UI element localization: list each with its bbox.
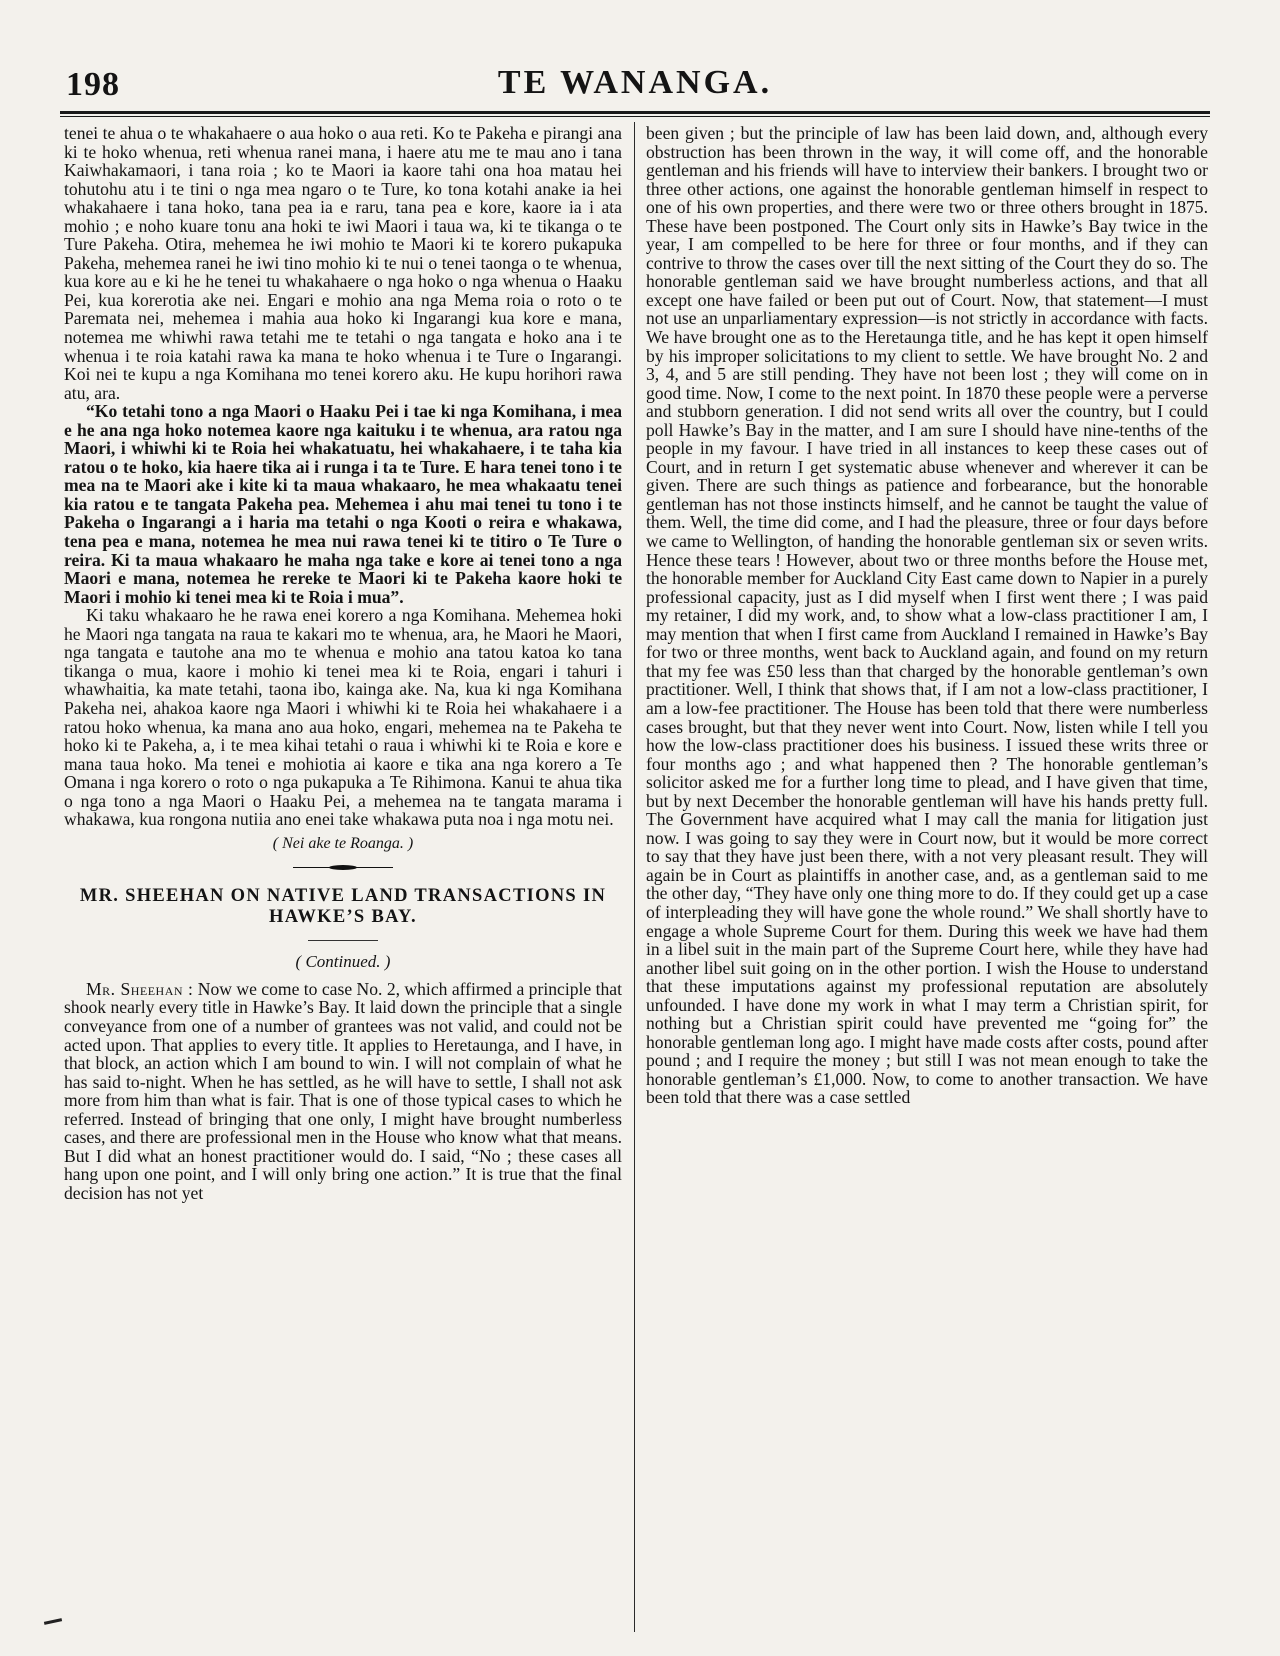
continued-label: ( Continued. ) [295,952,391,972]
speech-text: Now we come to case No. 2, which affirmed a principle that shook nearly every title in Hawke’s Bay. It laid down the principle that a single conveyance from one of a number of grantees was not valid, and could not be acted upon. That applies to every title. It applies to Heretaunga, and I have, in that block, an action which I am bound to win. I will not complain of what he has said to-night. When he has settled, as he will have to settle, I shall not ask more from him than what is fair. That is one of those typical cases to which he referred. Instead of bringing that one only, I might have brought numberless cases, and there are professional men in the House who know what that means. But I did what an honest practitioner would do. I said, “No ; these cases all hang upon one point, and I will only bring one action.” It is true that the final decision has not yet [64,978,622,1203]
maori-paragraph-1: tenei te ahua o te whakahaere o aua hoko o aua reti. Ko te Pakeha e pirangi ana ki te hoko whenua, reti whenua ranei mana, i haere atu me te mau ano i tana Kaiwhakamaori, i tana roia ; ko te Maori ia kaore tahi ona hoa matau hei tohutohu atu i te tini o nga mea ngaro o te Ture, ko tona kotahi anake ia hei whakahaere i tana hoko, tana pea ia e raru, tana pea e kore, kaore ia i ata mohio ; e noho kuare tonu ana hoki te iwi Maori i taua wa, ki te tikanga o te Ture Pakeha. Otira, mehemea he iwi mohio te Maori ki te korero pukapuka Pakeha, mehemea ranei he iwi tino mohio ki te nui o tenei taonga o te whenua, kua kore au e ki he he tenei tu whakahaere o nga hoko o nga whenua o Haaku Pei, kua korerotia ake nei. Engari e mohio ana nga Mema roia o roto o te Paremata nei, mehemea i mahia aua hoko ki Ingarangi kua kore e mana, notemea me whiwhi rawa tetahi me te tetahi o nga tangata e hoko ana i te whenua i te roia katahi rawa ka mana te hoko whenua i te Ture o Ingarangi. Koi nei te kupu a nga Komihana mo tenei korero aku. He kupu horihori rawa atu, ara. [64,124,622,403]
header-rule-thin [60,116,1210,117]
headline-rule [308,940,378,941]
article-headline: MR. SHEEHAN ON NATIVE LAND TRANSACTIONS IN HAWKE’S BAY. [79,886,607,928]
journal-title: TE WANANGA. [497,64,773,101]
section-divider-ornament [293,865,393,870]
scan-mark [44,1618,62,1625]
maori-paragraph-2: “Ko tetahi tono a nga Maori o Haaku Pei i tae ki nga Komihana, i mea e he ana nga hoko notemea kaore nga kaituku i te whenua, ara ratou nga Maori, i whiwhi ki te Roia hei whakatuatu, hei whakahaere, i te taha kia ratou o te hoko, kia haere tika ai i runga i ta te Ture. E hara tenei tono i te mea na te Maori ake i kite ki ta maua whakaaro, he mea whakaatu tenei kia ratou e te tangata Pakeha pea. Mehemea i ahu mai tenei tu tono i te Pakeha o Ingarangi a i haria ma tetahi o nga Kooti o reira e whakawa, tena pea e mana, notemea he mea nui rawa tenei ki te titiro o Te Ture o reira. Ki ta maua whakaaro he maha nga take e kore ai tenei tono a nga Maori e mana, notemea he rereke te Maori ki te Pakeha kaore hoki te Maori i mohio ki tenei mea ki te Roia i mua”. [64,401,622,607]
maori-paragraph-3: Ki taku whakaaro he he rawa enei korero a nga Komihana. Mehemea hoki he Maori nga tangata na raua te kakari mo te whenua, ara, he Maori he Maori, nga tangata e tautohe ana mo te whenua e mohio ana tatou katoa ko tana tikanga o mua, kaore i mohio ki tenei mea ki te Roia, engari i tahuri i whawhaitia, ka mate tetahi, taona ibo, kainga ake. Na, kua ki nga Komihana Pakeha nei, ahakoa kaore nga Maori i whiwhi ki te Roia hei whakahaere i a ratou hoko whenua, ka mana ano aua hoko, engari, mehemea na te Pakeha te hoko ki te Pakeha, a, i te mea kihai tetahi o raua i whiwhi ki te Roia e kore e mana taua hoko. Ma tenei e mohiotia ai kaore e tika ana nga korero a Te Omana i nga korero o roto o nga pukapuka a Te Rihimona. Kanui te ahua tika o nga tono a nga Maori o Haaku Pei, a mehemea na te tangata marama i whakawa, kua rongona nutiia ano enei take whakawa puta noa i nga motu nei. [64,605,622,830]
speech-continued: been given ; but the principle of law has been laid down, and, although every obstruction has been thrown in the way, it will come off, and the honorable gentleman and his friends will have to interview their bankers. I brought two or three other actions, one against the honorable gentleman himself in respect to one of his own properties, and there were two or three others brought in 1875. These have been postponed. The Court only sits in Hawke’s Bay twice in the year, I am compelled to be here for three or four months, and if they can contrive to throw the cases over till the next sitting of the Court they do so. The honorable gentleman said we have brought numberless actions, and that all except one have failed or been put out of Court. Now, that statement—I must not use an unparliamentary expression—is not strictly in accordance with facts. We have brought one as to the Heretaunga title, and he has kept it open himself by his improper solicitations to my client to settle. We have brought No. 2 and 3, 4, and 5 are still pending. They have not been lost ; they will come on in good time. Now, I come to the next point. In 1870 these people were a perverse and stubborn generation. I did not send writs all over the country, but I could poll Hawke’s Bay in the matter, and I am sure I should have nine-tenths of the people in my favour. I have tried in all instances to keep these cases out of Court, and in return I get systematic abuse whenever and wherever it can be given. There are such things as patience and forbearance, but the honorable gentleman has not those instincts himself, and he cannot be taught the value of them. Well, the time did come, and I had the pleasure, three or four days before we came to Wellington, of handing the honorable gentleman six or seven writs. Hence these tears ! However, about two or three months before the House met, the honorable member for Auckland City East came down to Napier in a purely professional capacity, just as I did myself when I first went there ; I was paid my retainer, I did my work, and, to show what a low-class practitioner I am, I may mention that when I first came from Auckland I remained in Hawke’s Bay for two or three months, went back to Auckland again, and found on my return that my fee was £50 less than that charged by the honorable gentleman’s own practitioner. Well, I think that shows that, if I am not a low-class practitioner, I am a low-fee practitioner. The House has been told that there were numberless cases brought, but that they never went into Court. Now, listen while I tell you how the low-class practitioner does his business. I issued these writs three or four months ago ; and what happened then ? The honorable gentleman’s solicitor asked me for a further long time to plead, and I have given that time, but by next December the honorable gentleman will have his hands pretty full. The Government have acquired what I may call the mania for litigation just now. I was going to say they were in Court now, but it would be more correct to say that they have just been there, with a not very pleasant result. They will again be in Court as plaintiffs in another case, and, as a gentleman said to me the other day, “They have only one thing more to do. If they could get up a case of interpleading they will have gone the whole round.” We shall shortly have to engage a whole Supreme Court for them. During this week we have had them in a libel suit in the main part of the Supreme Court here, while they have had another libel suit going on in the other portion. I wish the House to understand that these imputations against my professional reputation are absolutely unfounded. I have done my work in what I may term a Christian spirit, for nothing but a Christian spirit could have prevented me “going for” the honorable gentleman long ago. I might have made costs after costs, pound after pound ; and I require the money ; but still I was not mean enough to take the honorable gentleman’s £1,000. Now, to come to another transaction. We have been told that there was a case settled [646,124,1208,1108]
to-be-continued: ( Nei ake te Roanga. ) [272,834,414,852]
speech-paragraph [64,980,622,1203]
masthead [60,64,1210,104]
page-number: 198 [66,66,120,103]
speaker-name: Mr. Sheehan : [86,978,194,999]
right-column [646,124,1208,1634]
left-column [64,124,622,1634]
column-divider [634,122,635,1632]
header-rule [60,111,1210,114]
